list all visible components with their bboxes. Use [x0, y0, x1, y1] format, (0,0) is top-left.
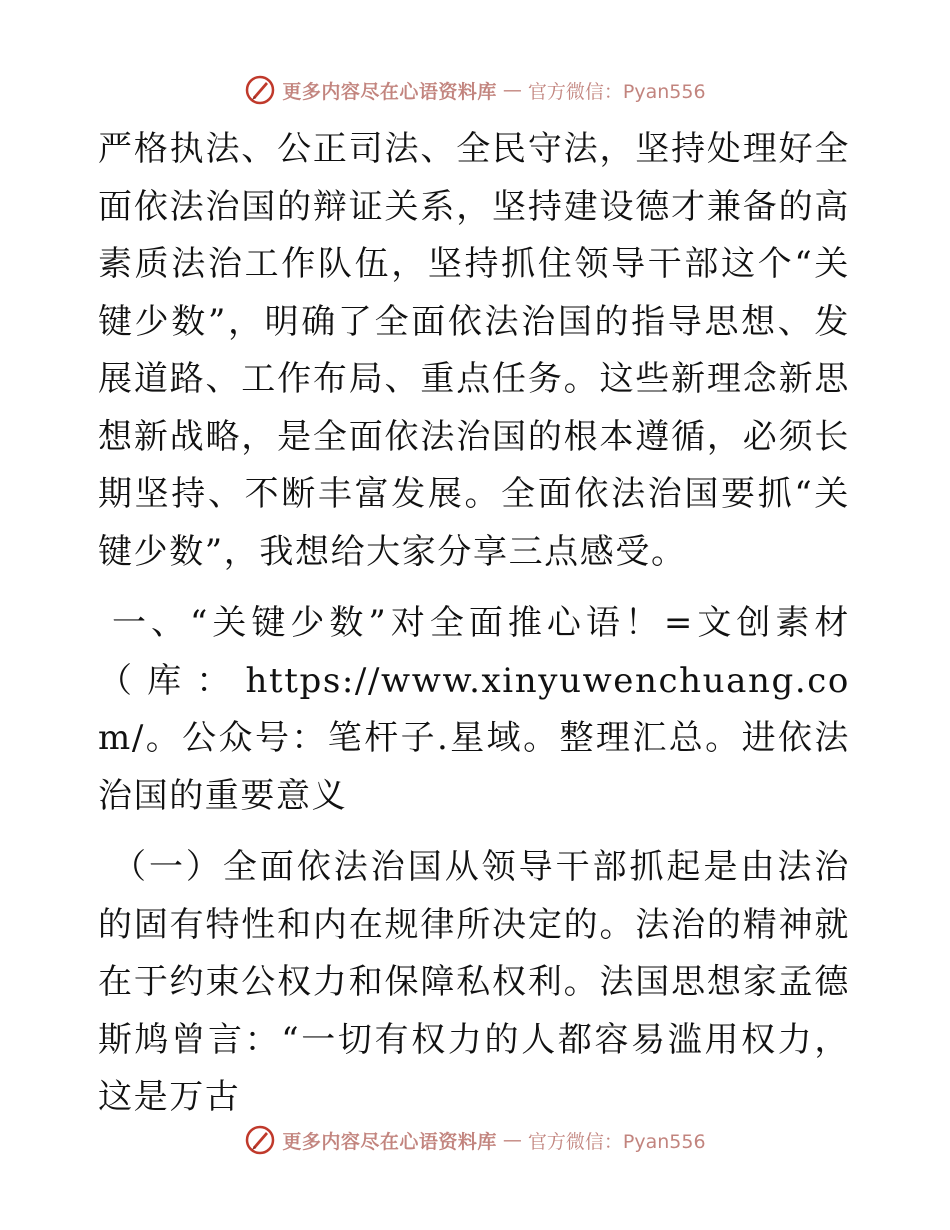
header-watermark	[0, 70, 950, 110]
watermark-separator: —	[502, 79, 522, 101]
paragraph: 严格执法、公正司法、全民守法，坚持处理好全面依法治国的辩证关系，坚持建设德才兼备的高素质法治工作队伍，坚持抓住领导干部这个“关键少数”，明确了全面依法治国的指导思想、发展道路、工作布局、重点任务。这些新理念新思想新战略，是全面依法治国的根本遵循，必须长期坚持、不断丰富发展。全面依法治国要抓“关键少数”，我想给大家分享三点感受。	[98, 129, 850, 572]
paragraph: （一）全面依法治国从领导干部抓起是由法治的固有特性和内在规律所决定的。法治的精神就在于约束公权力和保障私权利。法国思想家孟德斯鸠曾言：“一切有权力的人都容易滥用权力，这是万古	[98, 847, 850, 1117]
watermark-wechat-text: 官方微信：Pyan556	[527, 1130, 706, 1153]
quill-logo-icon	[244, 74, 276, 106]
section-heading-paragraph: 一、“关键少数”对全面推心语！=文创素材（库：https://www.xinyuwenchuang.com/。公众号：笔杆子.星域。整理汇总。进依法治国的重要意义	[98, 603, 850, 816]
watermark-wechat-text: 官方微信：Pyan556	[527, 80, 706, 103]
watermark-site-text: 更多内容尽在心语资料库	[282, 80, 497, 103]
quill-logo-icon	[244, 1124, 276, 1156]
watermark-separator: —	[502, 1129, 522, 1151]
footer-watermark	[0, 1120, 950, 1160]
document-body	[98, 121, 850, 1127]
watermark-site-text: 更多内容尽在心语资料库	[282, 1130, 497, 1153]
